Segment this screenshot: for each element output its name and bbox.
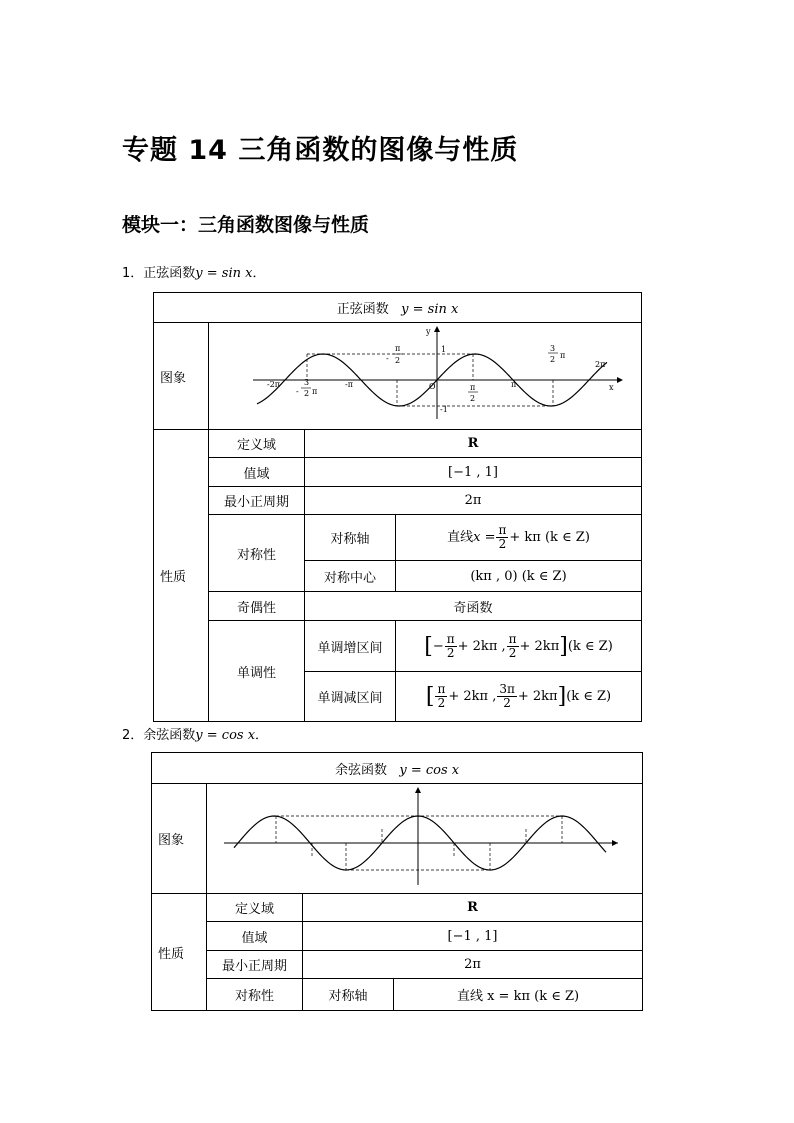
page-title: 专题 14 三角函数的图像与性质 xyxy=(122,135,519,166)
cos-range-label: 值域 xyxy=(207,922,303,951)
sin-domain-label: 定义域 xyxy=(209,430,305,458)
sin-dec-label: 单调减区间 xyxy=(305,672,396,722)
sin-table xyxy=(153,292,642,722)
sin-lbl-n3: 3 xyxy=(304,378,310,387)
sin-inc-label: 单调增区间 xyxy=(305,621,396,672)
sin-graph-cell xyxy=(209,323,642,430)
sin-lbl-npi: π xyxy=(312,387,318,396)
sin-graph xyxy=(215,324,635,424)
sin-axis-value xyxy=(396,515,642,561)
sin-period-label: 最小正周期 xyxy=(209,487,305,515)
cos-domain-label: 定义域 xyxy=(207,894,303,922)
cos-symmetry-label: 对称性 xyxy=(207,979,303,1011)
sin-range-label: 值域 xyxy=(209,458,305,487)
cos-axis-value: 直线 x = kπ (k ∈ Z) xyxy=(394,979,643,1011)
sin-header-func: y = sin x xyxy=(401,302,459,317)
sin-parity-value: 奇函数 xyxy=(305,592,642,621)
cos-table xyxy=(151,752,643,1011)
sin-axis-post: + kπ xyxy=(509,530,541,545)
sin-axis-pre: 直线 xyxy=(447,530,474,545)
sin-table-header xyxy=(154,293,642,323)
sin-lbl-pi-top: π xyxy=(395,344,401,353)
sin-lbl-neg2pi: -2π xyxy=(267,380,281,389)
sin-lbl-negpi: -π xyxy=(345,380,353,389)
cos-header-text: 余弦函数 xyxy=(334,762,387,778)
sin-center-text: (kπ , 0) xyxy=(470,568,518,584)
sin-intro xyxy=(122,262,265,281)
sin-axis-x: x = xyxy=(473,530,496,545)
sin-lbl-pi: π xyxy=(470,383,476,392)
sin-parity-label: 奇偶性 xyxy=(209,592,305,621)
module-title: 模块一：三角函数图像与性质 xyxy=(122,214,370,236)
sin-symmetry-label: 对称性 xyxy=(209,515,305,592)
sin-axis-frac: $\frac{\pi}{2}$ xyxy=(498,523,507,551)
sin-center-value xyxy=(396,561,642,592)
sin-domain-value: R xyxy=(305,430,642,458)
sin-mono-label: 单调性 xyxy=(209,621,305,722)
sin-lbl-pi2: π xyxy=(511,380,517,389)
sin-lbl-2pi: 2π xyxy=(595,360,606,369)
cos-graph xyxy=(210,785,640,889)
cos-period-label: 最小正周期 xyxy=(207,951,303,979)
cos-axis-label: 对称轴 xyxy=(303,979,394,1011)
sin-center-label: 对称中心 xyxy=(305,561,396,592)
sin-axis-labels xyxy=(267,327,614,414)
sin-lbl-3: 3 xyxy=(550,344,556,353)
cos-header-func: y = cos x xyxy=(399,762,460,778)
sin-header-text: 正弦函数 xyxy=(336,302,389,317)
cos-props-label: 性质 xyxy=(152,894,207,1011)
cos-table-header xyxy=(152,753,643,784)
sin-lbl-2-top: 2 xyxy=(395,356,401,365)
sin-range-value: [−1 , 1] xyxy=(305,458,642,487)
cos-intro-label: 2．余弦函数 xyxy=(122,728,196,743)
sin-inc-value: [− $\frac{\pi}{2}$ + 2kπ , $\frac{\pi}{2}$ + 2kπ](k ∈ Z) xyxy=(396,621,642,672)
sin-lbl-n2: 2 xyxy=(304,389,310,398)
sin-axis-kz: (k ∈ Z) xyxy=(544,530,590,545)
sin-dec-value: [ $\frac{\pi}{2}$ + 2kπ , $\frac{3\pi}{2}$ + 2kπ](k ∈ Z) xyxy=(396,672,642,722)
cos-graph-cell xyxy=(207,784,643,894)
sin-lbl-pi3: π xyxy=(560,351,566,360)
sin-axis-label: 对称轴 xyxy=(305,515,396,561)
sin-lbl-nminus: - xyxy=(296,387,299,396)
cos-graph-label: 图象 xyxy=(152,784,207,894)
sin-lbl-neg1: -1 xyxy=(440,405,448,414)
sin-lbl-minus-top: - xyxy=(386,354,389,363)
sin-center-kz: (k ∈ Z) xyxy=(521,568,567,584)
sin-intro-end: ． xyxy=(252,266,266,281)
sin-props-label: 性质 xyxy=(154,430,209,722)
sin-lbl-y: y xyxy=(426,327,431,336)
cos-intro xyxy=(122,724,268,743)
cos-period-value: 2π xyxy=(303,951,643,979)
sin-lbl-2b: 2 xyxy=(550,355,556,364)
cos-intro-end: ． xyxy=(255,728,269,743)
cos-intro-func: y = cos x xyxy=(195,728,256,743)
cos-domain-value: R xyxy=(303,894,643,922)
sin-intro-func: y = sin x xyxy=(195,266,253,281)
sin-period-value: 2π xyxy=(305,487,642,515)
sin-lbl-x: x xyxy=(609,383,614,392)
sin-lbl-1: 1 xyxy=(441,345,447,354)
cos-range-value: [−1 , 1] xyxy=(303,922,643,951)
sin-lbl-origin: O xyxy=(429,382,436,391)
sin-axes xyxy=(253,326,623,419)
sin-graph-label: 图象 xyxy=(154,323,209,430)
sin-intro-label: 1．正弦函数 xyxy=(122,266,196,281)
sin-lbl-2: 2 xyxy=(470,394,476,403)
